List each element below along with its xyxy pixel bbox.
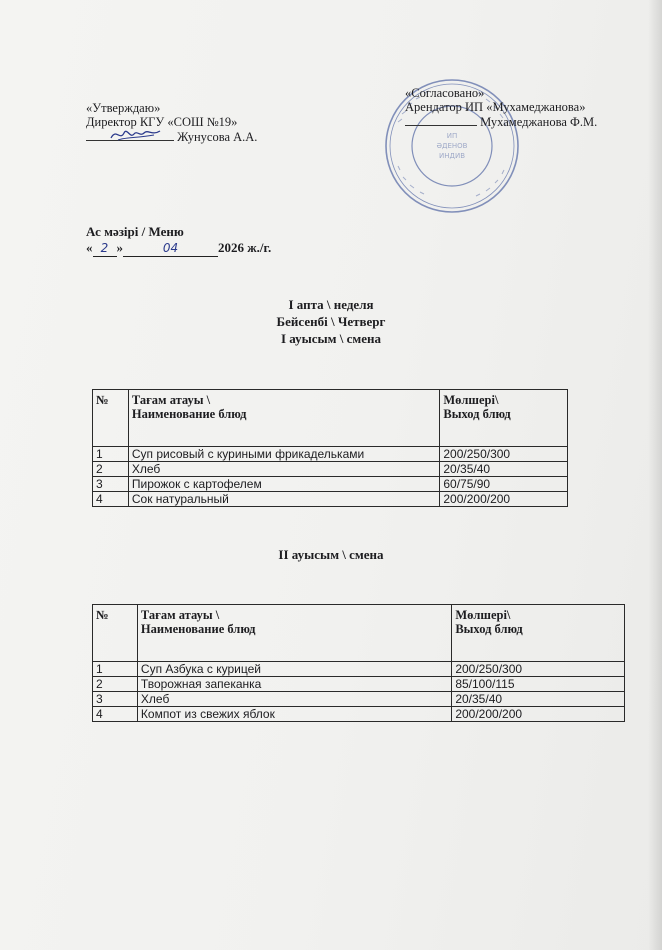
row-yield: 200/200/200 xyxy=(440,492,568,507)
director-signature xyxy=(108,123,168,145)
row-dish: Творожная запеканка xyxy=(137,677,451,692)
row-dish: Суп рисовый с куриными фрикадельками xyxy=(128,447,440,462)
shift1-menu-table xyxy=(92,389,568,507)
row-num: 2 xyxy=(93,462,129,477)
row-num: 4 xyxy=(93,707,138,722)
row-dish: Компот из свежих яблок xyxy=(137,707,451,722)
approval-signer: Жунусова А.А. xyxy=(177,130,258,144)
row-num: 1 xyxy=(93,662,138,677)
table-row xyxy=(93,492,568,507)
row-yield: 200/200/200 xyxy=(452,707,625,722)
page-edge-shadow xyxy=(648,0,662,950)
menu-heading xyxy=(86,224,271,257)
row-dish: Суп Азбука с курицей xyxy=(137,662,451,677)
approval-position: Директор КГУ «СОШ №19» xyxy=(86,115,238,129)
menu-title: Ас мәзірі / Меню xyxy=(86,224,184,239)
row-num: 2 xyxy=(93,677,138,692)
row-yield: 85/100/115 xyxy=(452,677,625,692)
agreement-label: «Согласовано» xyxy=(405,86,485,100)
row-yield: 20/35/40 xyxy=(440,462,568,477)
shift2-title: II ауысым \ смена xyxy=(278,547,384,562)
table-row xyxy=(93,462,568,477)
row-yield: 200/250/300 xyxy=(452,662,625,677)
date-close-quote: » xyxy=(116,240,123,255)
header-yield: Мөлшері\ Выход блюд xyxy=(452,605,625,662)
header-name: Тағам атауы \ Наименование блюд xyxy=(137,605,451,662)
agreement-block xyxy=(405,86,597,129)
agreement-position: Арендатор ИП «Мухамеджанова» xyxy=(405,100,586,114)
date-open-quote: « xyxy=(86,240,93,255)
row-num: 1 xyxy=(93,447,129,462)
row-dish: Сок натуральный xyxy=(128,492,440,507)
table-row xyxy=(93,662,625,677)
week-label: I апта \ неделя xyxy=(288,297,374,312)
table-row xyxy=(93,477,568,492)
svg-text:ИНДИВ: ИНДИВ xyxy=(438,152,466,160)
date-year: 2026 ж./г. xyxy=(218,240,272,255)
row-dish: Хлеб xyxy=(128,462,440,477)
row-dish: Хлеб xyxy=(137,692,451,707)
shift2-heading xyxy=(0,546,662,563)
day-label: Бейсенбі \ Четверг xyxy=(276,314,386,329)
row-dish: Пирожок с картофелем xyxy=(128,477,440,492)
header-num: № xyxy=(93,390,129,447)
table-row xyxy=(93,692,625,707)
date-day: 2 xyxy=(93,242,117,257)
table-header-row xyxy=(93,390,568,447)
header-yield: Мөлшері\ Выход блюд xyxy=(440,390,568,447)
row-num: 4 xyxy=(93,492,129,507)
table-row xyxy=(93,707,625,722)
agreement-signature-line xyxy=(405,114,597,129)
row-yield: 60/75/90 xyxy=(440,477,568,492)
shift1-title: I ауысым \ смена xyxy=(280,331,382,346)
table-row xyxy=(93,677,625,692)
svg-text:ИП: ИП xyxy=(446,132,458,140)
row-yield: 200/250/300 xyxy=(440,447,568,462)
table-row xyxy=(93,447,568,462)
agreement-signer: Мухамеджанова Ф.М. xyxy=(480,115,598,129)
row-num: 3 xyxy=(93,477,129,492)
svg-text:ӘДЕНОВ: ӘДЕНОВ xyxy=(436,142,468,150)
table-header-row xyxy=(93,605,625,662)
shift2-menu-table xyxy=(92,604,625,722)
row-num: 3 xyxy=(93,692,138,707)
row-yield: 20/35/40 xyxy=(452,692,625,707)
menu-date xyxy=(86,240,271,257)
schedule-heading xyxy=(0,296,662,347)
header-name: Тағам атауы \ Наименование блюд xyxy=(128,390,440,447)
date-month: 04 xyxy=(123,242,218,257)
signature-underline xyxy=(405,114,477,126)
header-num: № xyxy=(93,605,138,662)
approval-label: «Утверждаю» xyxy=(86,101,161,115)
